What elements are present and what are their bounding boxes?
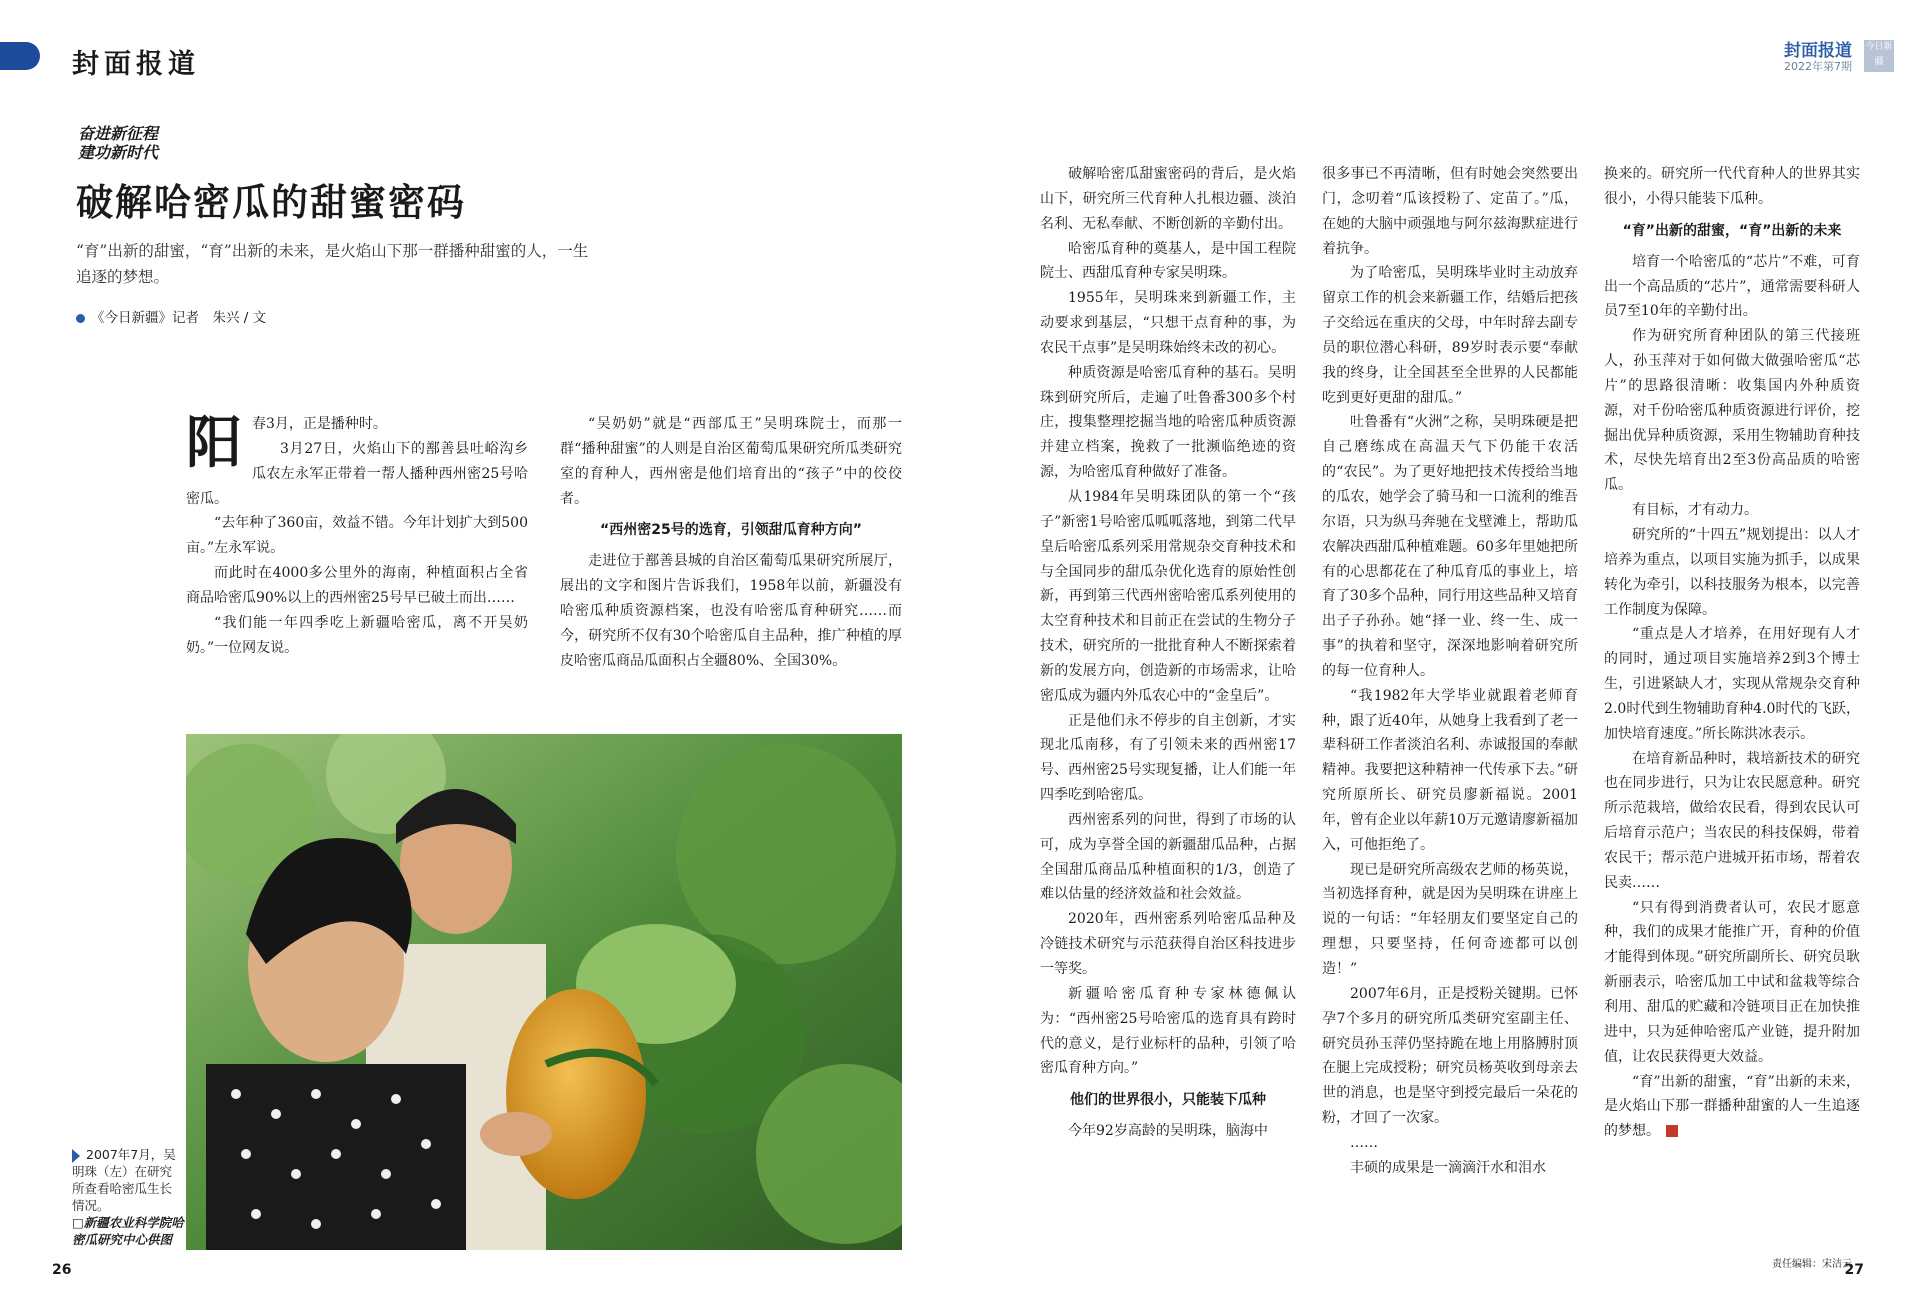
section-tab-marker [0, 42, 40, 70]
section-label: 封面报道 [72, 49, 200, 80]
kicker-line-1: 奋进新征程 [78, 124, 159, 143]
photo-caption [72, 1146, 184, 1248]
paragraph: 3月27日，火焰山下的鄯善县吐峪沟乡瓜农左永军正带着一帮人播种西州密25号哈密瓜。 [186, 440, 528, 507]
photo-illustration [186, 734, 902, 1250]
subheading: 他们的世界很小，只能装下瓜种 [1070, 1092, 1266, 1109]
body-column-5 [1604, 162, 1860, 1144]
paragraph: 从1984年吴明珠团队的第一个“孩子”新密1号哈密瓜呱呱落地，到第二代早皇后哈密瓜系列采用常规杂交育种技术和与全国同步的甜瓜杂优化选育的原始性创新，再到第三代西州密哈密瓜系列使用的太空育种技术和目前正在尝试的生物分子技术，研究所的一批批育种人不断探索着新的发展方向，创造新的市场需求，让哈密瓜成为疆内外瓜农心中的“金皇后”。 [1040, 488, 1296, 704]
paragraph: 吐鲁番有“火洲”之称，吴明珠硬是把自己磨练成在高温天气下仍能干农活的“农民”。为了更好地把技术传授给当地的瓜农，她学会了骑马和一口流利的维吾尔语，只为纵马奔驰在戈壁滩上，帮助瓜农解决西甜瓜种植难题。60多年里她把所有的心思都花在了种瓜育瓜的事业上，培育了30多个品种，同行用这些品种又培育出子子孙孙。她“择一业、终一生、成一事”的执着和坚守，深深地影响着研究所的每一位育种人。 [1322, 414, 1578, 679]
drop-cap: 阳 [186, 410, 242, 476]
byline-dot-icon [76, 314, 85, 323]
paragraph: “去年种了360亩，效益不错。今年计划扩大到500亩。”左永军说。 [186, 515, 528, 557]
magazine-logo: 今日新疆 [1864, 40, 1894, 72]
paragraph: 在培育新品种时，栽培新技术的研究也在同步进行，只为让农民愿意种。研究所示范栽培，做给农民看，得到农民认可后培育示范户；当农民的科技保姆，带着农民干；帮示范户进城开拓市场，帮着农民卖…… [1604, 750, 1860, 891]
kicker-line-2: 建功新时代 [78, 143, 159, 162]
byline [76, 306, 266, 326]
body-column-3 [1040, 162, 1296, 1144]
paragraph: 换来的。研究所一代代育种人的世界其实很小，小得只能装下瓜种。 [1604, 166, 1860, 207]
body-column-2 [560, 412, 902, 674]
paragraph: 现已是研究所高级农艺师的杨英说，当初选择育种，就是因为吴明珠在讲座上说的一句话：“年轻朋友们要坚定自己的理想，只要坚持，任何奇迹都可以创造！” [1322, 861, 1578, 977]
paragraph: 作为研究所育种团队的第三代接班人，孙玉萍对于如何做大做强哈密瓜“芯片”的思路很清晰：收集国内外种质资源，对千份哈密瓜种质资源进行评价，挖掘出优异种质资源，采用生物辅助育种技术，尽快先培育出2至3份高品质的哈密瓜。 [1604, 328, 1860, 494]
paragraph: 研究所的“十四五”规划提出：以人才培养为重点，以项目实施为抓手，以成果转化为牵引，以科技服务为根本，以完善工作制度为保障。 [1604, 526, 1860, 618]
paragraph: 今年92岁高龄的吴明珠，脑海中 [1068, 1123, 1268, 1140]
paragraph: 很多事已不再清晰，但有时她会突然要出门，念叨着“瓜该授粉了、定苗了。”瓜，在她的大脑中顽强地与阿尔兹海默症进行着抗争。 [1322, 166, 1578, 257]
photo-credit: □新疆农业科学院哈密瓜研究中心供图 [72, 1215, 184, 1247]
paragraph: “只有得到消费者认可，农民才愿意种，我们的成果才能推广开，育种的价值才能得到体现。”研究所副所长、研究员耿新丽表示，哈密瓜加工中试和盆栽等综合利用、甜瓜的贮藏和冷链项目正在加快推进中，只为延伸哈密瓜产业链，提升附加值，让农民获得更大效益。 [1604, 899, 1860, 1065]
article-title: 破解哈密瓜的甜蜜密码 [76, 180, 466, 224]
article-photo [186, 734, 902, 1250]
running-header [1784, 42, 1852, 73]
body-column-4 [1322, 162, 1578, 1181]
body-column-1 [186, 412, 528, 660]
end-mark-icon [1666, 1125, 1678, 1137]
closing-text: “育”出新的甜蜜，“育”出新的未来，是火焰山下那一群播种甜蜜的人一生追逐的梦想。 [1604, 1073, 1860, 1140]
paragraph [1604, 1070, 1860, 1145]
paragraph: 而此时在4000多公里外的海南，种植面积占全省商品哈密瓜90%以上的西州密25号早已破土而出…… [186, 565, 528, 606]
paragraph: …… [1350, 1134, 1378, 1151]
paragraph: 新疆哈密瓜育种专家林德佩认为：“西州密25号哈密瓜的选育具有跨时代的意义，是行业标杆的品种，引领了哈密瓜育种方向。” [1040, 985, 1296, 1077]
paragraph: “我1982年大学毕业就跟着老师育种，跟了近40年，从她身上我看到了老一辈科研工作者淡泊名利、赤诚报国的奉献精神。我要把这种精神一代传承下去。”研究所原所长、研究员廖新福说。2001年，曾有企业以年薪10万元邀请廖新福加入，可他拒绝了。 [1322, 687, 1578, 853]
paragraph: 2020年，西州密系列哈密瓜品种及冷链技术研究与示范获得自治区科技进步一等奖。 [1040, 911, 1296, 977]
editor-credit: 责任编辑：宋洁云 [1772, 1259, 1852, 1270]
page-number-left: 26 [52, 1262, 72, 1278]
caption-text: 2007年7月，吴明珠（左）在研究所查看哈密瓜生长情况。 [72, 1147, 176, 1213]
paragraph: 有目标，才有动力。 [1632, 502, 1758, 519]
kicker [78, 124, 158, 162]
paragraph: “我们能一年四季吃上新疆哈密瓜，离不开吴奶奶。”一位网友说。 [186, 614, 528, 656]
standfirst: “育”出新的甜蜜，“育”出新的未来，是火焰山下那一群播种甜蜜的人，一生追逐的梦想。 [76, 242, 589, 286]
paragraph: “重点是人才培养，在用好现有人才的同时，通过项目实施培养2到3个博士生，引进紧缺人才，实现从常规杂交育种2.0时代到生物辅助育种4.0时代的飞跃，加快培育速度。”所长陈洪冰表示。 [1604, 626, 1860, 742]
byline-text: 《今日新疆》记者 朱兴 / 文 [91, 310, 267, 326]
paragraph: 正是他们永不停步的自主创新，才实现北瓜南移，有了引领未来的西州密17号、西州密25号实现复播，让人们能一年四季吃到哈密瓜。 [1040, 712, 1296, 804]
running-header-title: 封面报道 [1784, 41, 1852, 61]
paragraph: 走进位于鄯善县城的自治区葡萄瓜果研究所展厅，展出的文字和图片告诉我们，1958年以前，新疆没有哈密瓜种质资源档案，也没有哈密瓜育种研究……而今，研究所不仅有30个哈密瓜自主品种，推广种植的厚皮哈密瓜商品瓜面积占全疆80%、全国30%。 [560, 553, 902, 669]
caption-marker-icon [72, 1149, 80, 1163]
paragraph: 2007年6月，正是授粉关键期。已怀孕7个多月的研究所瓜类研究室副主任、研究员孙玉萍仍坚持跪在地上用胳膊肘顶在腿上完成授粉；研究员杨英收到母亲去世的消息，也是坚守到授完最后一朵花的粉，才回了一次家。 [1322, 985, 1578, 1127]
paragraph: 培育一个哈密瓜的“芯片”不难，可育出一个高品质的“芯片”，通常需要科研人员7至10年的辛勤付出。 [1604, 253, 1860, 320]
paragraph: 1955年，吴明珠来到新疆工作，主动要求到基层，“只想干点育种的事，为农民干点事”是吴明珠始终未改的初心。 [1040, 290, 1296, 356]
page-number-right: 27 [1844, 1262, 1864, 1278]
paragraph: 种质资源是哈密瓜育种的基石。吴明珠到研究所后，走遍了吐鲁番300多个村庄，搜集整理挖掘当地的哈密瓜种质资源并建立档案，挽救了一批濒临绝迹的资源，为哈密瓜育种做好了准备。 [1040, 364, 1296, 481]
paragraph: “吴奶奶”就是“西部瓜王”吴明珠院士，而那一群“播种甜蜜”的人则是自治区葡萄瓜果研究所瓜类研究室的育种人，西州密是他们培育出的“孩子”中的佼佼者。 [560, 416, 902, 507]
paragraph: 破解哈密瓜甜蜜密码的背后，是火焰山下，研究所三代育种人扎根边疆、淡泊名利、无私奉献、不断创新的辛勤付出。 [1040, 166, 1296, 232]
paragraph: 哈密瓜育种的奠基人，是中国工程院院士、西甜瓜育种专家吴明珠。 [1040, 240, 1296, 282]
subheading: “育”出新的甜蜜，“育”出新的未来 [1622, 222, 1842, 239]
paragraph: 为了哈密瓜，吴明珠毕业时主动放弃留京工作的机会来新疆工作，结婚后把孩子交给远在重庆的父母，中年时辞去副专员的职位潜心科研，89岁时表示要“奉献我的终身，让全国甚至全世界的人民都能吃到更好更甜的甜瓜。” [1322, 265, 1578, 406]
paragraph: 丰硕的成果是一滴滴汗水和泪水 [1350, 1159, 1546, 1176]
issue-number: 2022年第7期 [1784, 59, 1852, 73]
paragraph: 春3月，正是播种时。 [252, 416, 387, 432]
subheading: “西州密25号的选育，引领甜瓜育种方向” [600, 522, 862, 539]
paragraph: 西州密系列的问世，得到了市场的认可，成为享誉全国的新疆甜瓜品种，占据全国甜瓜商品瓜种植面积的1/3，创造了难以估量的经济效益和社会效益。 [1040, 811, 1296, 903]
